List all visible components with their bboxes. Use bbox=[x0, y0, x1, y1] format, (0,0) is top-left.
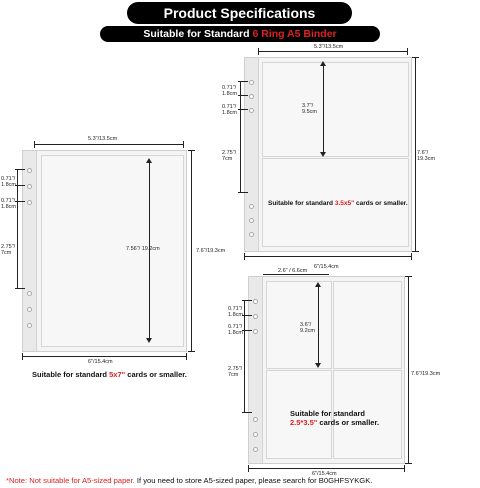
left-width-bottom-label: 6"/15.4cm bbox=[88, 359, 113, 365]
arrow-head bbox=[320, 61, 326, 66]
dimension-tick bbox=[248, 465, 249, 472]
ring-hole bbox=[27, 323, 32, 328]
ring-hole bbox=[249, 94, 254, 99]
dimension-arrow bbox=[318, 284, 319, 366]
page-title: Product Specifications bbox=[163, 5, 316, 21]
dimension-tick bbox=[15, 169, 25, 170]
br-ring-gap-1: 0.71"/ 1.8cm bbox=[228, 306, 243, 318]
br-width-bottom-label: 6"/15.4cm bbox=[312, 471, 337, 477]
ring-spacing-line bbox=[17, 169, 18, 288]
dimension-tick bbox=[186, 353, 187, 360]
ring-spacing-line bbox=[244, 300, 245, 412]
ring-hole bbox=[27, 307, 32, 312]
tr-ring-gap-2: 0.71"/ 1.8cm bbox=[222, 104, 237, 116]
left-ring-gap-3: 2.75"/ 7cm bbox=[1, 244, 16, 256]
dimension-line bbox=[258, 51, 408, 52]
caption-text: Suitable for standard bbox=[32, 370, 110, 379]
dimension-tick bbox=[242, 330, 252, 331]
dimension-tick bbox=[407, 48, 408, 55]
br-pocket-width-label: 2.6" / 6.6cm bbox=[278, 268, 308, 274]
ring-hole bbox=[253, 314, 258, 319]
subtitle-banner bbox=[100, 26, 380, 42]
ring-hole bbox=[249, 108, 254, 113]
ring-hole bbox=[253, 329, 258, 334]
left-height-outer-label: 7.6"/19.3cm bbox=[196, 248, 226, 254]
ring-hole bbox=[249, 232, 254, 237]
ring-strip bbox=[23, 151, 37, 351]
ring-hole bbox=[253, 299, 258, 304]
dimension-line bbox=[191, 150, 192, 352]
subtitle-highlight: 6 Ring A5 Binder bbox=[252, 28, 337, 40]
dimension-tick bbox=[15, 185, 25, 186]
caption-highlight: 5x7" bbox=[109, 370, 126, 379]
footer-note bbox=[6, 476, 372, 485]
bottom-right-sheet bbox=[248, 276, 405, 464]
dimension-tick bbox=[238, 95, 248, 96]
ring-spacing-line bbox=[240, 81, 241, 192]
caption-text: Suitable for standard bbox=[268, 200, 335, 207]
card-pocket bbox=[266, 281, 332, 369]
br-caption-line1: Suitable for standard bbox=[290, 409, 366, 418]
arrow-head bbox=[146, 338, 152, 343]
dimension-tick bbox=[34, 141, 35, 148]
dimension-line bbox=[263, 274, 329, 275]
ring-hole bbox=[253, 447, 258, 452]
tr-caption bbox=[268, 200, 408, 207]
dimension-tick bbox=[188, 150, 195, 151]
card-pocket-upper bbox=[262, 62, 409, 157]
dimension-tick bbox=[405, 463, 412, 464]
br-pocket-height-label: 3.6"/ 9.2cm bbox=[300, 322, 315, 334]
ring-hole bbox=[253, 432, 258, 437]
dimension-tick bbox=[242, 315, 252, 316]
dimension-tick bbox=[244, 253, 245, 260]
arrow-head bbox=[320, 152, 326, 157]
ring-hole bbox=[249, 80, 254, 85]
ring-hole bbox=[249, 218, 254, 223]
arrow-head bbox=[315, 363, 321, 368]
ring-hole bbox=[27, 200, 32, 205]
br-height-outer-label: 7.6"/19.3cm bbox=[411, 371, 441, 377]
dimension-arrow bbox=[323, 63, 324, 155]
caption-highlight: 2.5*3.5" bbox=[290, 418, 318, 427]
tr-width-bottom-label: 6"/15.4cm bbox=[314, 264, 339, 270]
card-pocket bbox=[333, 281, 402, 369]
top-right-sheet bbox=[244, 57, 412, 252]
ring-hole bbox=[249, 204, 254, 209]
ring-hole bbox=[253, 417, 258, 422]
dimension-tick bbox=[238, 192, 248, 193]
dimension-line bbox=[248, 468, 405, 469]
dimension-tick bbox=[258, 48, 259, 55]
dimension-tick bbox=[404, 465, 405, 472]
dimension-line bbox=[22, 356, 187, 357]
caption-text: cards or smaller. bbox=[354, 200, 408, 207]
caption-text: cards or smaller. bbox=[317, 418, 380, 427]
tr-ring-gap-3: 2.75"/ 7cm bbox=[222, 150, 237, 162]
dimension-tick bbox=[22, 353, 23, 360]
left-ring-gap-1: 0.71"/ 1.8cm bbox=[1, 176, 16, 188]
dimension-tick bbox=[15, 201, 25, 202]
note-text: If you need to store A5-sized paper, please search for B0GHFSYKGK. bbox=[134, 476, 373, 485]
br-ring-gap-3: 2.75"/ 7cm bbox=[228, 366, 243, 378]
tr-pocket-height-label: 3.7"/ 9.5cm bbox=[302, 103, 317, 115]
tr-height-outer-label: 7.6"/ 19.3cm bbox=[417, 150, 436, 162]
ring-hole bbox=[27, 184, 32, 189]
dimension-tick bbox=[412, 251, 419, 252]
caption-text: cards or smaller. bbox=[125, 370, 187, 379]
left-caption bbox=[32, 370, 187, 379]
dimension-tick bbox=[405, 276, 412, 277]
left-ring-gap-2: 0.71"/ 1.8cm bbox=[1, 198, 16, 210]
dimension-tick bbox=[238, 109, 248, 110]
ring-hole bbox=[27, 291, 32, 296]
dimension-line bbox=[408, 276, 409, 464]
tr-width-top-label: 5.3"/13.5cm bbox=[314, 44, 344, 50]
dimension-tick bbox=[15, 288, 25, 289]
br-ring-gap-2: 0.71"/ 1.8cm bbox=[228, 324, 243, 336]
left-width-top-label: 5.3"/13.5cm bbox=[88, 136, 118, 142]
left-height-inner-label: 7.56"/ 19.2cm bbox=[126, 246, 160, 252]
dimension-line bbox=[244, 256, 412, 257]
dimension-tick bbox=[411, 253, 412, 260]
caption-highlight: 3.5x5" bbox=[334, 200, 355, 207]
arrow-head bbox=[146, 158, 152, 163]
note-warning: *Note: Not suitable for A5-sized paper. bbox=[6, 476, 135, 485]
br-caption-line2 bbox=[290, 418, 379, 427]
arrow-head bbox=[315, 282, 321, 287]
tr-ring-gap-1: 0.71"/ 1.8cm bbox=[222, 85, 237, 97]
dimension-tick bbox=[188, 351, 195, 352]
dimension-tick bbox=[242, 300, 252, 301]
title-banner bbox=[127, 2, 352, 24]
subtitle-prefix: Suitable for Standard bbox=[143, 28, 253, 40]
dimension-line bbox=[34, 144, 184, 145]
dimension-tick bbox=[412, 57, 419, 58]
dimension-line bbox=[415, 57, 416, 252]
ring-hole bbox=[27, 168, 32, 173]
dimension-tick bbox=[238, 81, 248, 82]
dimension-tick bbox=[242, 412, 252, 413]
dimension-tick bbox=[183, 141, 184, 148]
